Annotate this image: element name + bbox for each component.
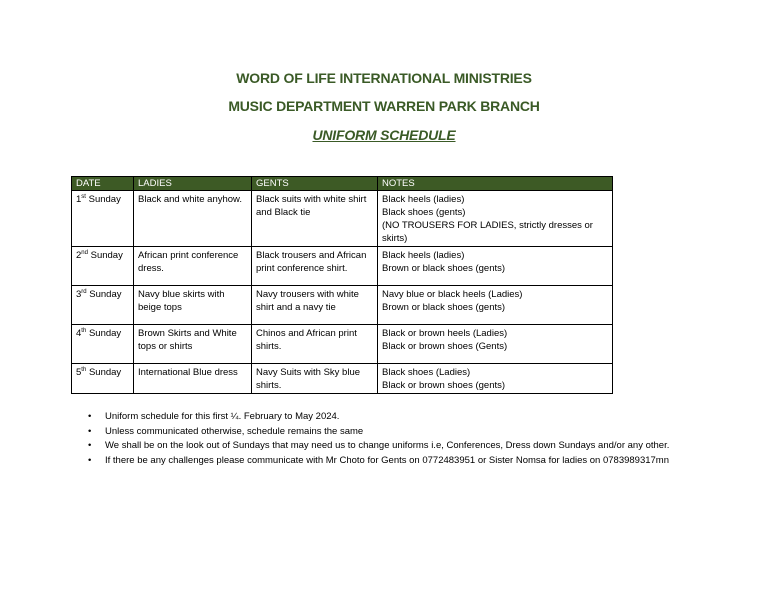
gents-cell: Black suits with white shirt and Black tie (252, 191, 378, 247)
note-line: Black heels (ladies) (382, 194, 465, 205)
gents-cell: Chinos and African print shirts. (252, 325, 378, 364)
uniform-schedule-table (71, 176, 613, 394)
column-header-notes: NOTES (378, 177, 613, 191)
column-header-gents: GENTS (252, 177, 378, 191)
bullet-item: • We shall be on the look out of Sundays that may need us to change uniforms i.e, Conferences, Dress down Sundays and/or any other. (88, 439, 758, 454)
notes-bullet-list (88, 410, 758, 468)
note-line: (NO TROUSERS FOR LADIES, strictly dresses or skirts) (382, 220, 593, 244)
date-cell (72, 364, 134, 394)
table-row (72, 364, 613, 394)
ladies-cell: Black and white anyhow. (134, 191, 252, 247)
date-suffix: nd (81, 249, 88, 256)
date-cell (72, 191, 134, 247)
bullet-item: • If there be any challenges please communicate with Mr Choto for Gents on 0772483951 or Sister Nomsa for ladies on 0783989317mn (88, 454, 758, 469)
table-row (72, 325, 613, 364)
notes-cell (378, 325, 613, 364)
note-line: Navy blue or black heels (Ladies) (382, 289, 523, 300)
date-number: 4 (76, 328, 82, 339)
date-number: 3 (76, 289, 82, 300)
notes-cell (378, 191, 613, 247)
note-line: Black or brown shoes (Gents) (382, 341, 508, 352)
column-header-date: DATE (72, 177, 134, 191)
date-number: 1 (76, 194, 82, 205)
date-cell (72, 325, 134, 364)
date-word: Sunday (85, 194, 121, 205)
note-line: Black or brown heels (Ladies) (382, 328, 508, 339)
date-word: Sunday (86, 328, 122, 339)
note-line: Black shoes (gents) (382, 207, 466, 218)
note-line: Black or brown shoes (gents) (382, 380, 506, 391)
ladies-cell: Brown Skirts and White tops or shirts (134, 325, 252, 364)
bullet-item: • Unless communicated otherwise, schedule remains the same (88, 425, 758, 440)
notes-cell (378, 247, 613, 286)
date-word: Sunday (87, 250, 123, 261)
date-suffix: st (81, 193, 86, 200)
table-row (72, 286, 613, 325)
table-header-row (72, 177, 613, 191)
table-row (72, 247, 613, 286)
title-department: MUSIC DEPARTMENT WARREN PARK BRANCH (228, 98, 540, 114)
date-word: Sunday (86, 367, 122, 378)
column-header-ladies: LADIES (134, 177, 252, 191)
ladies-cell: Navy blue skirts with beige tops (134, 286, 252, 325)
date-number: 2 (76, 250, 82, 261)
note-line: Brown or black shoes (gents) (382, 302, 506, 313)
date-cell (72, 247, 134, 286)
ladies-cell: International Blue dress (134, 364, 252, 394)
bullet-item: • Uniform schedule for this first ¼. February to May 2024. (88, 410, 758, 425)
date-suffix: rd (81, 288, 87, 295)
note-line: Brown or black shoes (gents) (382, 263, 506, 274)
notes-cell (378, 286, 613, 325)
notes-cell (378, 364, 613, 394)
note-line: Black heels (ladies) (382, 250, 465, 261)
title-schedule: UNIFORM SCHEDULE (312, 127, 456, 143)
table-row (72, 191, 613, 247)
title-organization: WORD OF LIFE INTERNATIONAL MINISTRIES (236, 70, 532, 86)
gents-cell: Black trousers and African print conference shirt. (252, 247, 378, 286)
ladies-cell: African print conference dress. (134, 247, 252, 286)
date-word: Sunday (86, 289, 122, 300)
note-line: Black shoes (Ladies) (382, 367, 471, 378)
date-number: 5 (76, 367, 82, 378)
date-cell (72, 286, 134, 325)
gents-cell: Navy Suits with Sky blue shirts. (252, 364, 378, 394)
date-suffix: th (81, 327, 87, 334)
date-suffix: th (81, 366, 87, 373)
gents-cell: Navy trousers with white shirt and a navy tie (252, 286, 378, 325)
